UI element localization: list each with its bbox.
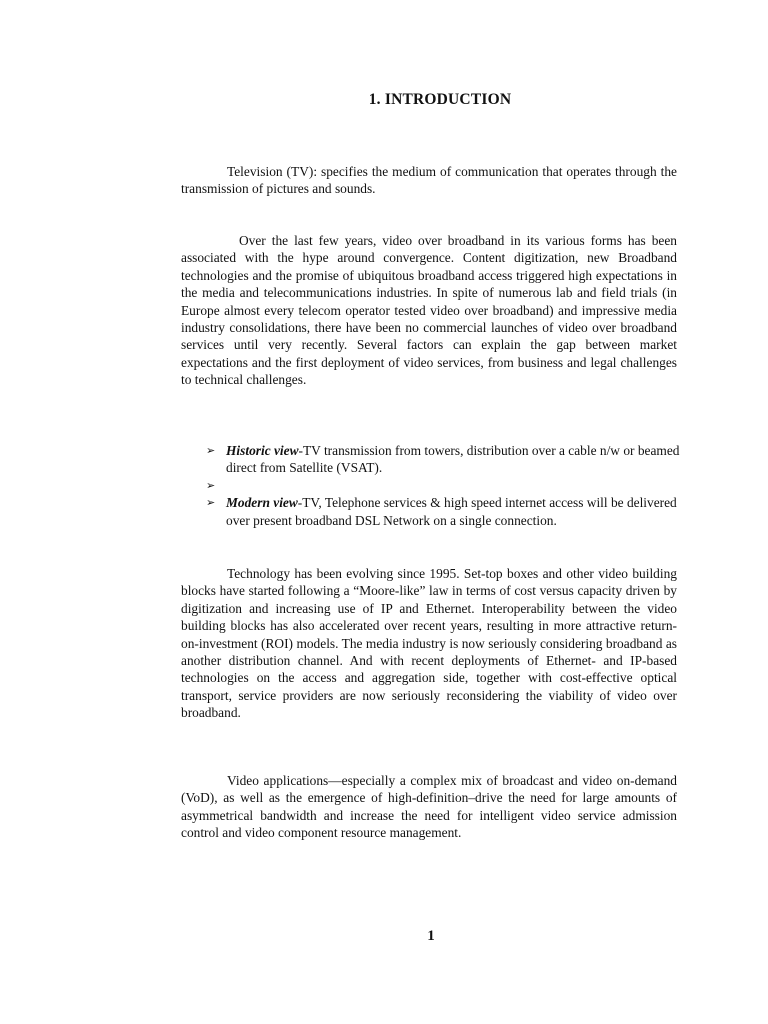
bullet-text: -TV, Telephone services & high speed internet access will be delivered over present broadband DSL Network on a single connection. (226, 495, 677, 528)
arrow-bullet-icon: ➢ (206, 496, 216, 510)
bullet-item-empty (206, 477, 680, 494)
paragraph-video-applications: Video applications—especially a complex mix of broadcast and video on-demand (VoD), as well as the emergence of high-definition–drive the need for large amounts of asymmetrical bandwidth and increase the need for intelligent video service admission control and video component resource management. (181, 773, 677, 841)
bullet-term: Modern view (226, 495, 298, 511)
paragraph-tv-definition: Television (TV): specifies the medium of communication that operates through the transmission of pictures and sounds. (181, 164, 677, 197)
section-title: 1. INTRODUCTION (368, 91, 512, 108)
page-number: 1 (427, 928, 435, 944)
bullet-term: Historic view (226, 443, 299, 458)
bullet-item-modern-view (206, 494, 680, 529)
bullet-text: -TV transmission from towers, distribution over a cable n/w or beamed direct from Satellite (VSAT). (226, 443, 680, 476)
bullet-item-historic-view (206, 442, 680, 477)
bullet-list (206, 442, 680, 529)
arrow-bullet-icon: ➢ (206, 444, 216, 457)
paragraph-technology-evolution: Technology has been evolving since 1995. Set-top boxes and other video building blocks have started following a “Moore-like” law in terms of cost versus capacity driven by digitization and increasing use of IP and Ethernet. Interoperability between the video building blocks has also accelerated over recent years, resulting in more attractive return-on-investment (ROI) models. The media industry is now seriously considering broadband as another distribution channel. And with recent deployments of Ethernet- and IP-based technologies on the access and aggregation side, together with cost-effective optical transport, service providers are now seriously reconsidering the viability of video over broadband. (181, 566, 677, 721)
arrow-bullet-icon: ➢ (206, 478, 216, 492)
paragraph-video-over-broadband: Over the last few years, video over broadband in its various forms has been associated with the hype around convergence. Content digitization, new Broadband technologies and the promise of ubiquitous broadband access triggered high expectations in the media and telecommunications industries. In spite of numerous lab and field trials (in Europe almost every telecom operator tested video over broadband) and impressive media industry consolidations, there have been no commercial launches of video over broadband services until very recently. Several factors can explain the gap between market expectations and the first deployment of video services, from business and legal challenges to technical challenges. (181, 233, 677, 388)
